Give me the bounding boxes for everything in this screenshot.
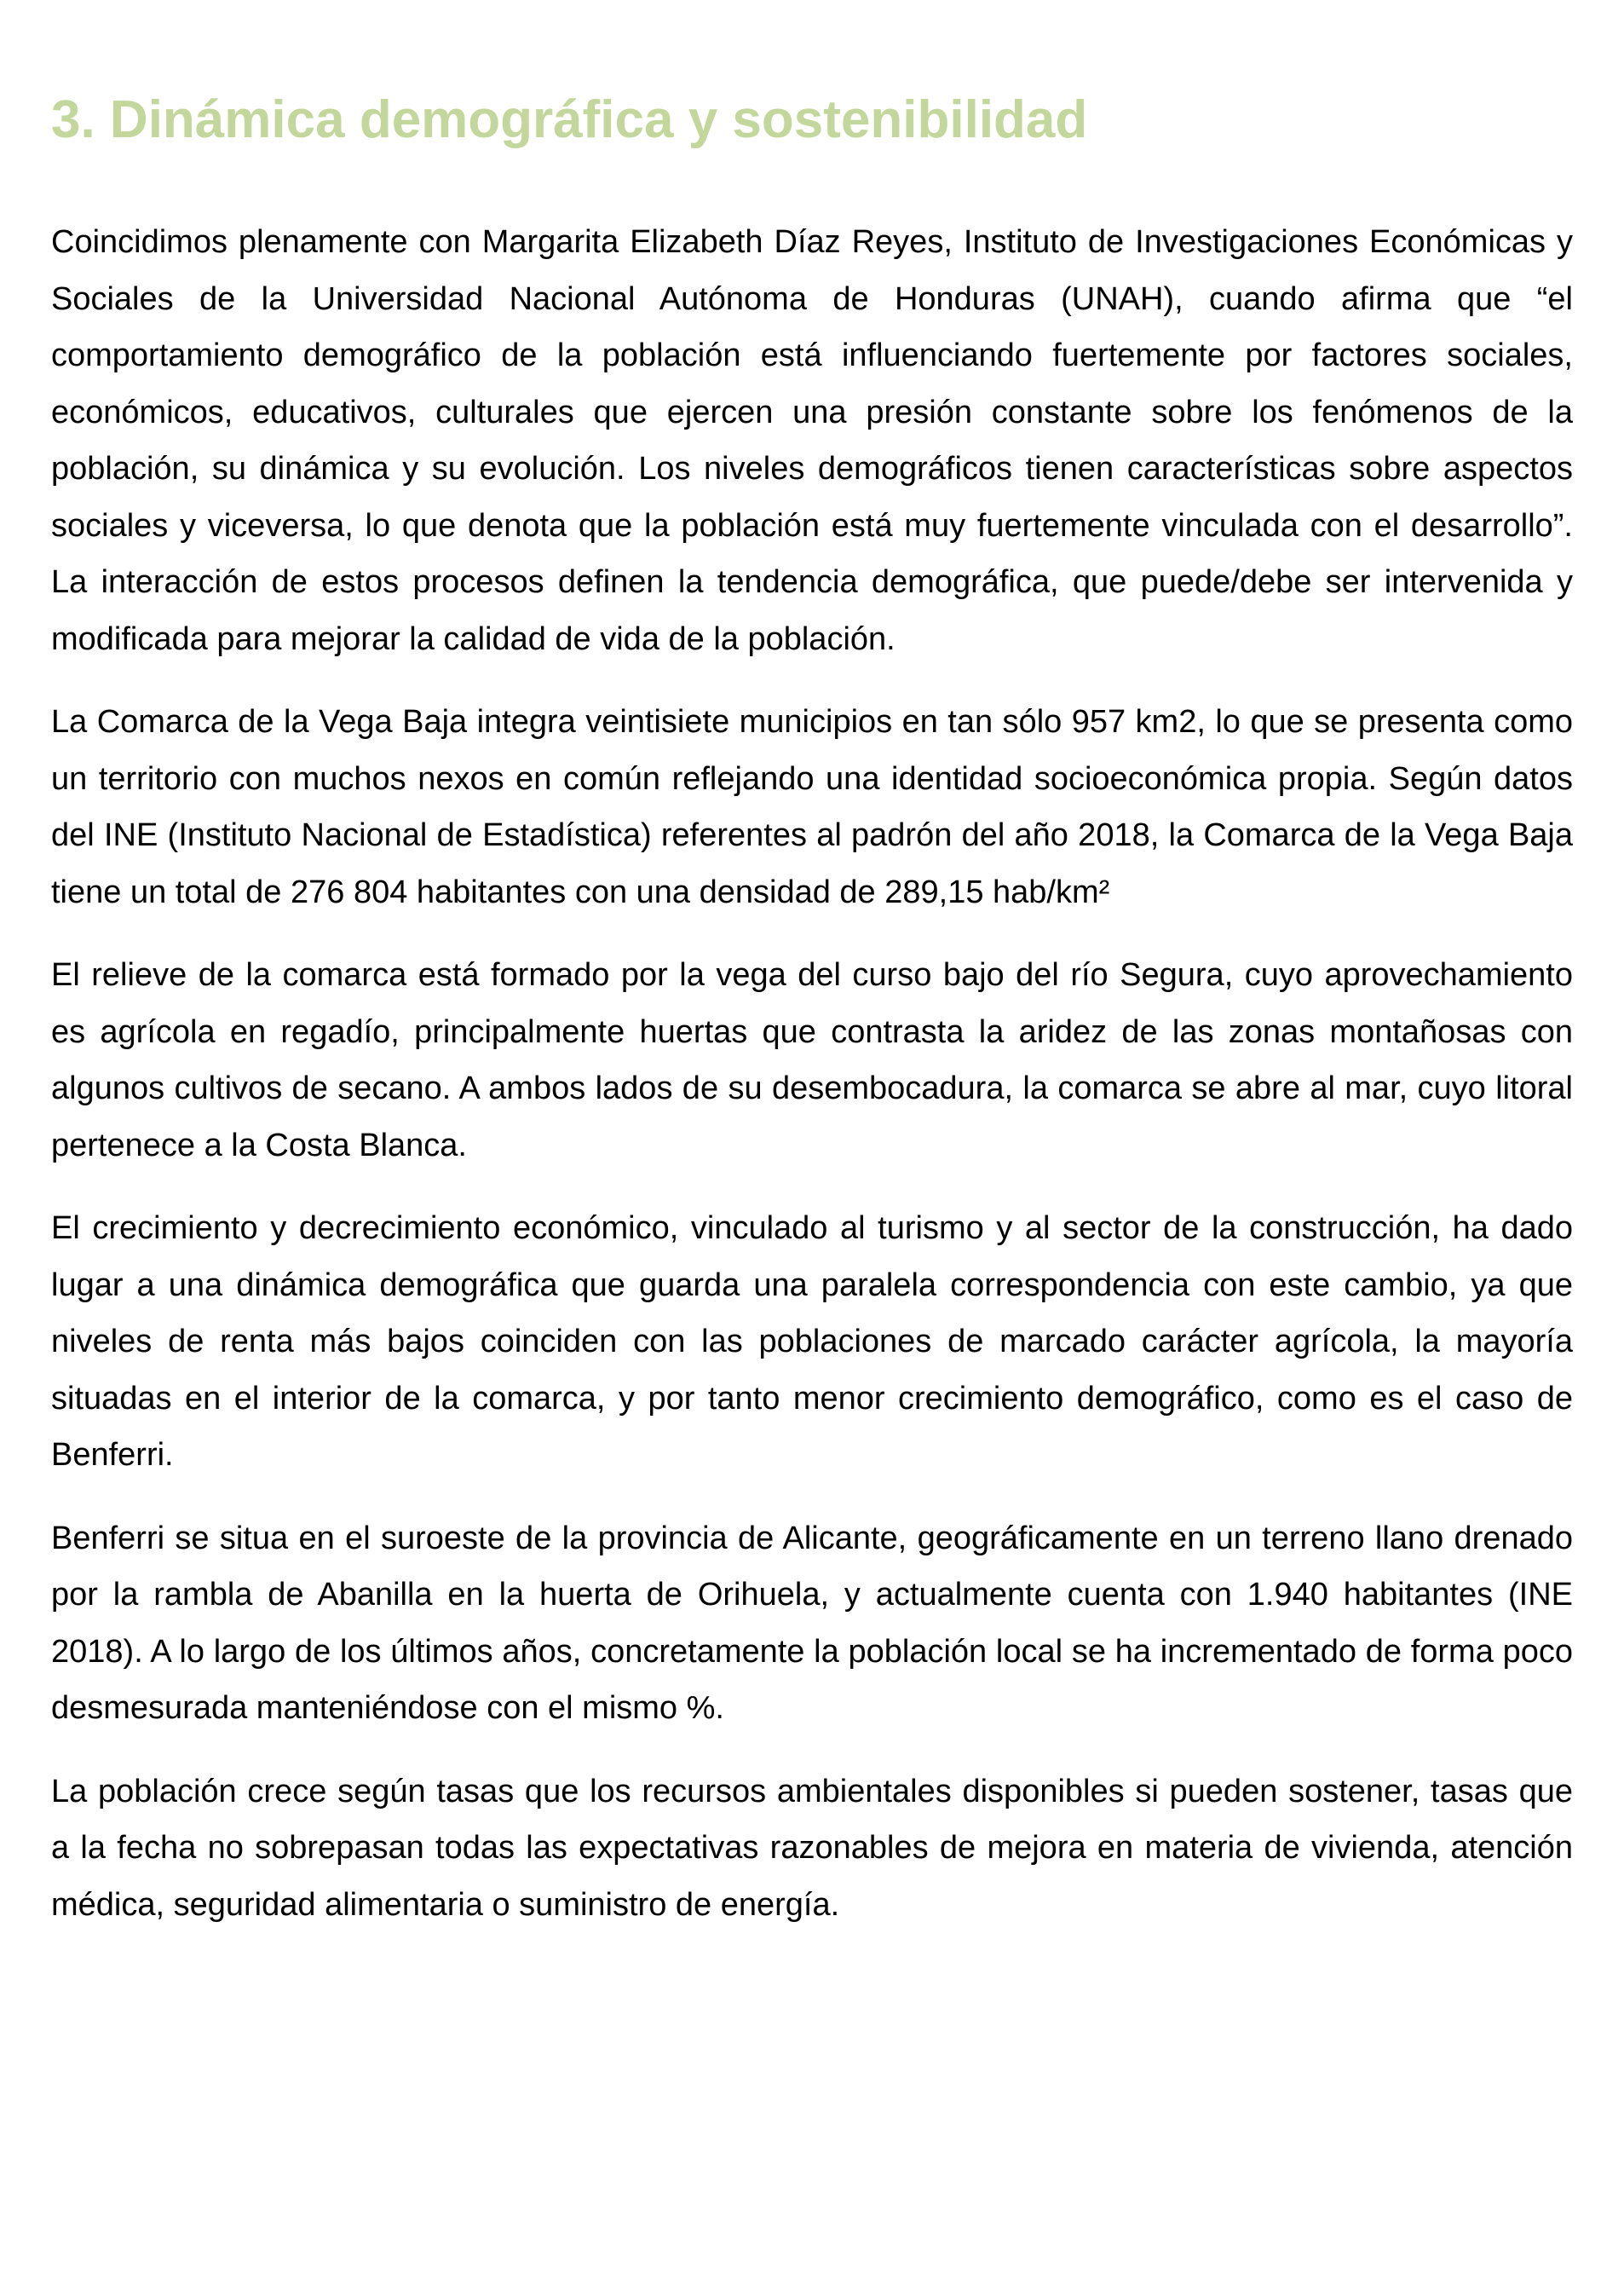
paragraph-5: Benferri se situa en el suroeste de la provincia de Alicante, geográficamente en un terreno llano drenado por la rambla de Abanilla en la huerta de Orihuela, y actualmente cuenta con 1.940 habitantes (INE 2018). A lo largo de los últimos años, concretamente la población local se ha incrementado de forma poco desmesurada manteniéndose con el mismo %.: [51, 1520, 1573, 1726]
paragraph-2: La Comarca de la Vega Baja integra veintisiete municipios en tan sólo 957 km2, lo que se presenta como un territorio con muchos nexos en común reflejando una identidad socioeconómica propia. Según datos del INE (Instituto Nacional de Estadística) referentes al padrón del año 2018, la Comarca de la Vega Baja tiene un total de 276 804 habitantes con una densidad de 289,15 hab/km²: [51, 704, 1573, 910]
paragraph-6: La población crece según tasas que los recursos ambientales disponibles si pueden sostener, tasas que a la fecha no sobrepasan todas las expectativas razonables de mejora en materia de vivienda, atención médica, seguridad alimentaria o suministro de energía.: [51, 1773, 1573, 1923]
paragraph-1: Coincidimos plenamente con Margarita Elizabeth Díaz Reyes, Instituto de Investigaciones Económicas y Sociales de la Universidad Nacional Autónoma de Honduras (UNAH), cuando afirma que “el comportamiento demográfico de la población está influenciando fuertemente por factores sociales, económicos, educativos, culturales que ejercen una presión constante sobre los fenómenos de la población, su dinámica y su evolución. Los niveles demográficos tienen características sobre aspectos sociales y viceversa, lo que denota que la población está muy fuertemente vinculada con el desarrollo”. La interacción de estos procesos definen la tendencia demográfica, que puede/debe ser intervenida y modificada para mejorar la calidad de vida de la población.: [51, 224, 1573, 657]
paragraph-3: El relieve de la comarca está formado por la vega del curso bajo del río Segura, cuyo aprovechamiento es agrícola en regadío, principalmente huertas que contrasta la aridez de las zonas montañosas con algunos cultivos de secano. A ambos lados de su desembocadura, la comarca se abre al mar, cuyo litoral pertenece a la Costa Blanca.: [51, 957, 1573, 1163]
section-title: 3. Dinámica demográfica y sostenibilidad: [51, 90, 1088, 149]
document-page: [51, 0, 1573, 1959]
body-text: [51, 214, 1573, 1933]
paragraph-4: El crecimiento y decrecimiento económico, vinculado al turismo y al sector de la construcción, ha dado lugar a una dinámica demográfica que guarda una paralela correspondencia con este cambio, ya que niveles de renta más bajos coinciden con las poblaciones de marcado carácter agrícola, la mayoría situadas en el interior de la comarca, y por tanto menor crecimiento demográfico, como es el caso de Benferri.: [51, 1210, 1573, 1473]
